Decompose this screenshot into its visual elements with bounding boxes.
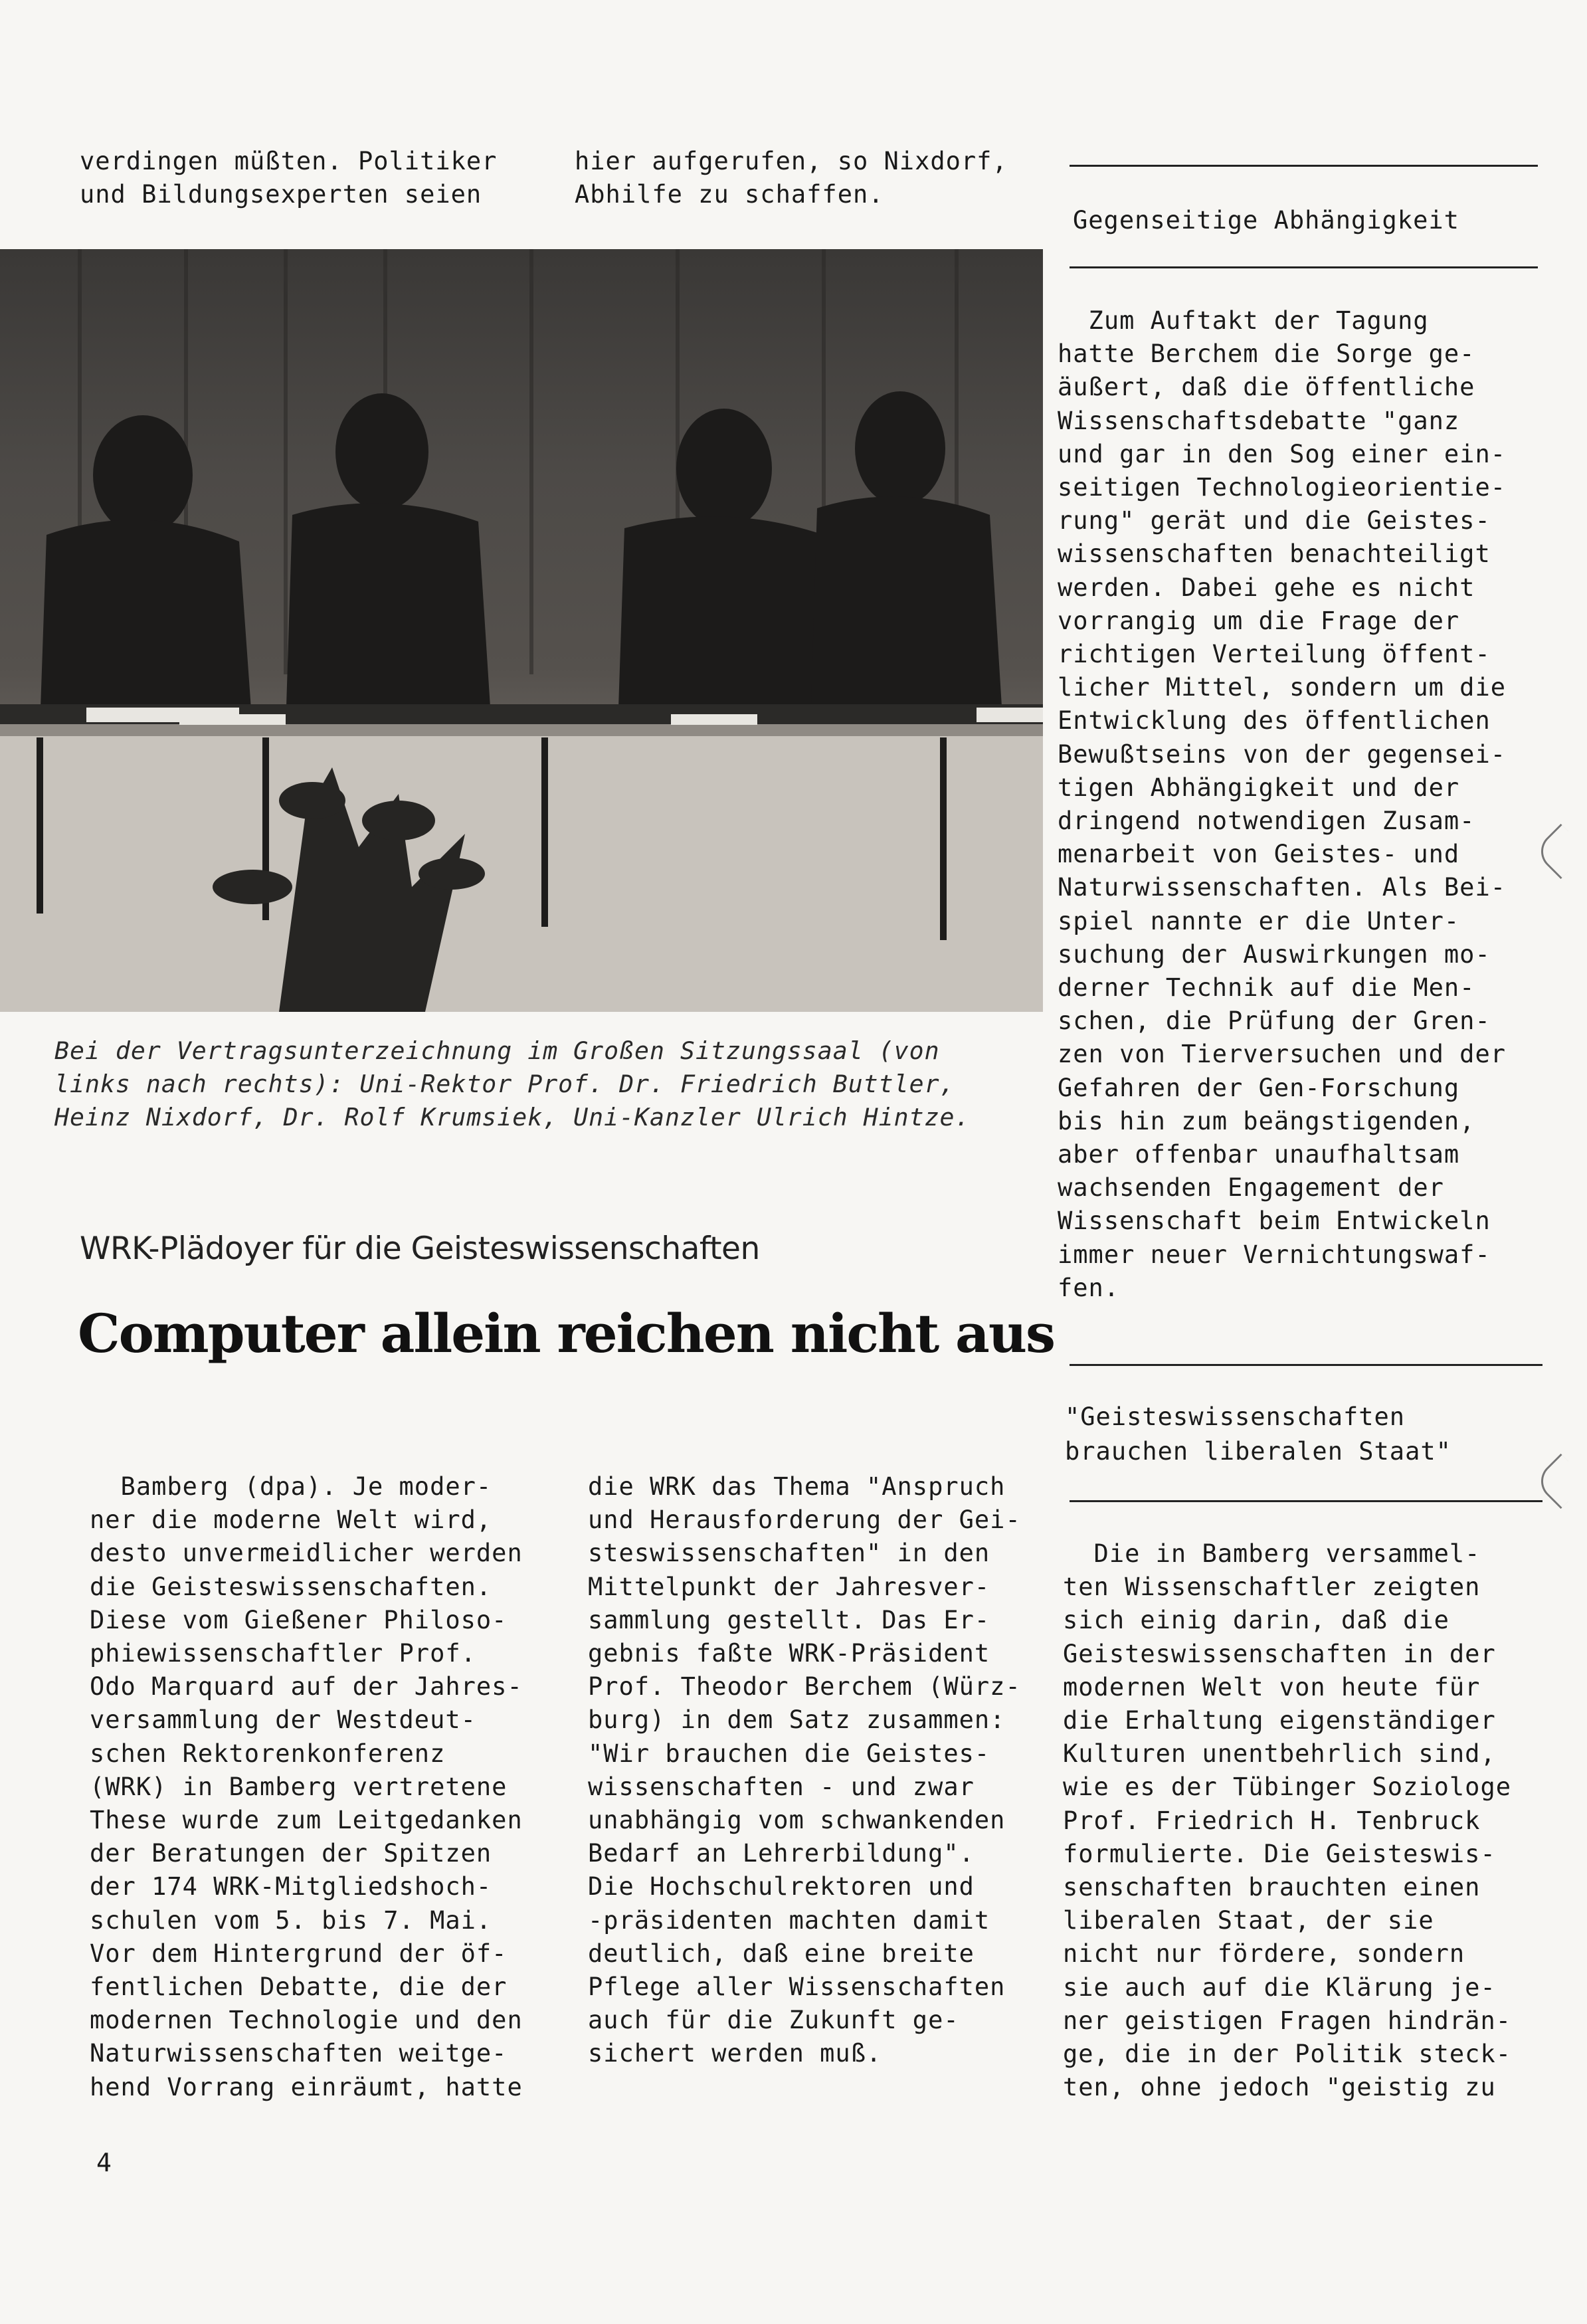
divider-rule-2 — [1070, 266, 1538, 268]
photo-caption: Bei der Vertragsunterzeichnung im Großen Sitzungssaal (von links nach rechts): Uni-Rektor Prof. Dr. Friedrich Buttler, Heinz Nixdorf, Dr. Rolf Krumsiek, Uni-Kanzler Ulrich Hintze. — [54, 1036, 971, 1131]
punch-hole-mark-upper — [1533, 824, 1587, 879]
top-column-left: verdingen müßten. Politiker und Bildungsexperten seien — [80, 147, 498, 209]
right-column-body-1: Zum Auftakt der Tagung hatte Berchem die Sorge ge- äußert, daß die öffentliche Wissenschaftsdebatte "ganz und gar in den Sog einer ein- seitigen Technologieorientie- rung" gerät und die Geistes- wissenschaften benachteiligt werden. Dabei gehe es nicht vorrangig um die Frage der richtigen Verteilung öffent- licher Mittel, sondern um die Entwicklung des öffentlichen Bewußtseins von der gegensei- tigen Abhängigkeit und der dringend notwendigen Zusam- menarbeit von Geistes- und Naturwissenschaften. Als Bei- spiel nannte er die Unter- suchung der Auswirkungen mo- derner Technik auf die Men- schen, die Prüfung der Gren- zen von Tierversuchen und der Gefahren der Gen-Forschung bis hin zum beängstigenden, aber offenbar unaufhaltsam wachsenden Engagement der Wissenschaft beim Entwickeln immer neuer Vernichtungswaf- fen. — [1058, 306, 1507, 1302]
divider-rule-4 — [1070, 1500, 1542, 1502]
top-column-middle: hier aufgerufen, so Nixdorf, Abhilfe zu schaffen. — [575, 147, 1008, 209]
divider-rule-3 — [1070, 1364, 1542, 1366]
section-heading-abhaengigkeit: Gegenseitige Abhängigkeit — [1073, 206, 1459, 235]
signing-ceremony-photo — [0, 249, 1043, 1012]
page-number: 4 — [96, 2148, 112, 2177]
divider-rule-1 — [1070, 165, 1538, 167]
section-heading-liberaler-staat: "Geisteswissenschaften brauchen liberalen Staat" — [1065, 1403, 1451, 1466]
article-headline: Computer allein reichen nicht aus — [78, 1302, 1055, 1365]
article-column-1: Bamberg (dpa). Je moder- ner die moderne Welt wird, desto unvermeidlicher werden die Geisteswissenschaften. Diese vom Gießener Philoso- phiewissenschaftler Prof. Odo Marquard auf der Jahres- versammlung der Westdeut- schen Rektorenkonferenz (WRK) in Bamberg vertretene These wurde zum Leitgedanken der Beratungen der Spitzen der 174 WRK-Mitgliedshoch- schulen vom 5. bis 7. Mai. Vor dem Hintergrund der öf- fentlichen Debatte, die der modernen Technologie und den Naturwissenschaften weitge- hend Vorrang einräumt, hatte — [90, 1472, 523, 2101]
right-column-body-2: Die in Bamberg versammel- ten Wissenschaftler zeigten sich einig darin, daß die Geisteswissenschaften in der modernen Welt von heute für die Erhaltung eigenständiger Kulturen unentbehrlich sind, wie es der Tübinger Soziologe Prof. Friedrich H. Tenbruck formulierte. Die Geisteswis- senschaften brauchten einen liberalen Staat, der sie nicht nur fördere, sondern sie auch auf die Klärung je- ner geistigen Fragen hindrän- ge, die in der Politik steck- ten, ohne jedoch "geistig zu — [1063, 1539, 1512, 2102]
article-kicker: WRK-Plädoyer für die Geisteswissenschaften — [80, 1230, 760, 1267]
article-column-2: die WRK das Thema "Anspruch und Herausforderung der Gei- steswissenschaften" in den Mittelpunkt der Jahresver- sammlung gestellt. Das Er- gebnis faßte WRK-Präsident Prof. Theodor Berchem (Würz- burg) in dem Satz zusammen: "Wir brauchen die Geistes- wissenschaften - und zwar unabhängig vom schwankenden Bedarf an Lehrerbildung". Die Hochschulrektoren und -präsidenten machten damit deutlich, daß eine breite Pflege aller Wissenschaften auch für die Zukunft ge- sichert werden muß. — [588, 1472, 1021, 2068]
photo-illustration — [0, 249, 1043, 1012]
